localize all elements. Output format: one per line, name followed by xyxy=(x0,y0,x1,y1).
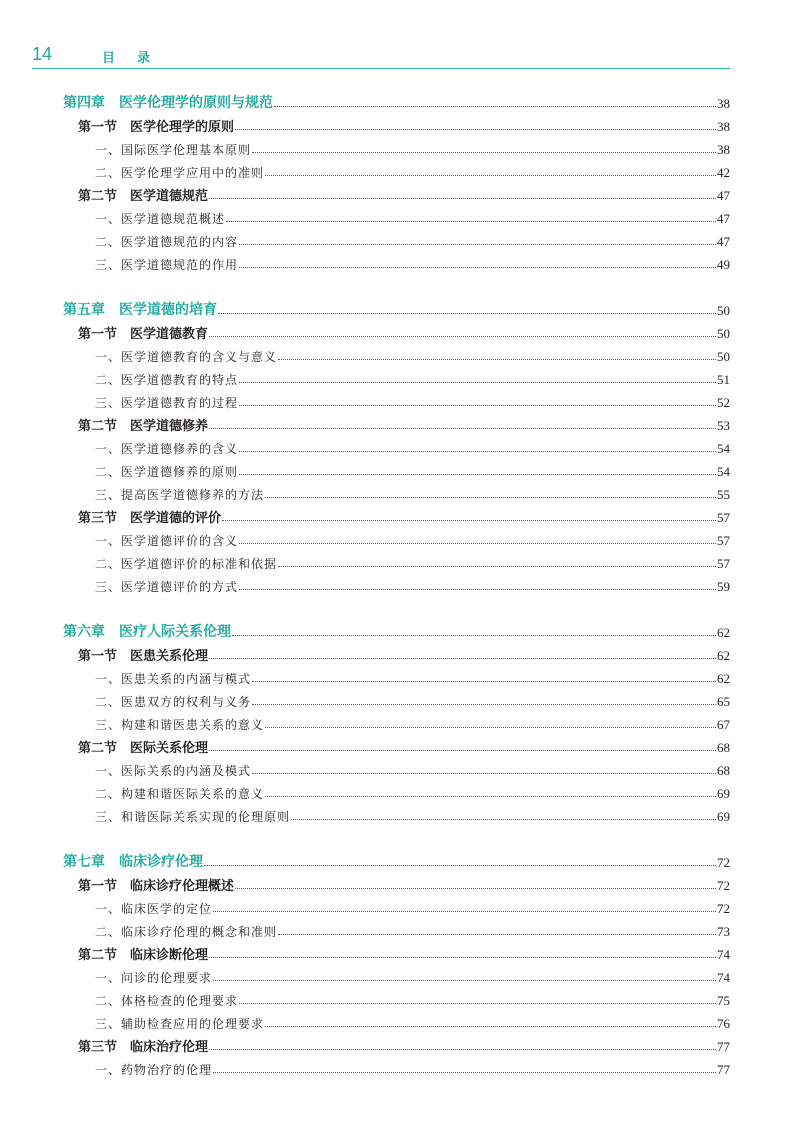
toc-entry-title: 一、医学道德教育的含义与意义 xyxy=(95,350,278,364)
toc-entry-title: 二、医学道德教育的特点 xyxy=(95,373,239,387)
toc-entry-page: 75 xyxy=(717,993,730,1008)
dot-leader xyxy=(265,727,716,728)
toc-section-row[interactable] xyxy=(78,1035,730,1055)
toc-entry-title: 第五章 医学道德的培育 xyxy=(63,302,217,318)
toc-entry-title: 二、构建和谐医际关系的意义 xyxy=(95,787,265,801)
toc-item-row[interactable] xyxy=(95,345,730,365)
toc-entry-page: 52 xyxy=(717,395,730,410)
toc-entry-page: 54 xyxy=(717,464,730,479)
toc-entry-page: 77 xyxy=(717,1062,730,1077)
toc-item-row[interactable] xyxy=(95,690,730,710)
toc-item-row[interactable] xyxy=(95,437,730,457)
dot-leader xyxy=(239,1003,716,1004)
toc-item-row[interactable] xyxy=(95,483,730,503)
toc-entry-page: 55 xyxy=(717,487,730,502)
dot-leader xyxy=(226,221,716,222)
dot-leader xyxy=(204,865,716,866)
toc-entry-title: 三、和谐医际关系实现的伦理原则 xyxy=(95,810,291,824)
toc-entry-page: 57 xyxy=(717,533,730,548)
toc-item-row[interactable] xyxy=(95,230,730,250)
dot-leader xyxy=(239,543,716,544)
toc-item-row[interactable] xyxy=(95,1058,730,1078)
toc-entry-title: 第二节 医学道德规范 xyxy=(78,189,209,204)
toc-item-row[interactable] xyxy=(95,460,730,480)
dot-leader xyxy=(213,1072,716,1073)
toc-section-row[interactable] xyxy=(78,414,730,434)
dot-leader xyxy=(265,796,716,797)
toc-entry-title: 一、药物治疗的伦理 xyxy=(95,1063,213,1077)
toc-entry-title: 三、医学道德评价的方式 xyxy=(95,580,239,594)
toc-entry-title: 第二节 医际关系伦理 xyxy=(78,741,209,756)
toc-entry-page: 54 xyxy=(717,441,730,456)
toc-entry-page: 47 xyxy=(717,234,730,249)
toc-entry-title: 第三节 医学道德的评价 xyxy=(78,511,222,526)
toc-item-row[interactable] xyxy=(95,897,730,917)
dot-leader xyxy=(239,382,716,383)
dot-leader xyxy=(213,911,716,912)
toc-entry-page: 76 xyxy=(717,1016,730,1031)
toc-section-row[interactable] xyxy=(78,506,730,526)
toc-entry-page: 67 xyxy=(717,717,730,732)
toc-item-row[interactable] xyxy=(95,161,730,181)
toc-entry-page: 38 xyxy=(717,96,730,111)
dot-leader xyxy=(252,773,716,774)
toc-section-row[interactable] xyxy=(78,736,730,756)
toc-item-row[interactable] xyxy=(95,805,730,825)
toc-entry-page: 53 xyxy=(717,418,730,433)
toc-item-row[interactable] xyxy=(95,667,730,687)
dot-leader xyxy=(239,405,716,406)
dot-leader xyxy=(209,336,716,337)
toc-chapter-row[interactable] xyxy=(63,621,730,641)
toc-entry-page: 73 xyxy=(717,924,730,939)
toc-entry-page: 77 xyxy=(717,1039,730,1054)
toc-entry-title: 二、体格检查的伦理要求 xyxy=(95,994,239,1008)
page-header xyxy=(32,38,730,69)
dot-leader xyxy=(239,244,716,245)
dot-leader xyxy=(218,313,716,314)
dot-leader xyxy=(291,819,716,820)
dot-leader xyxy=(232,635,716,636)
toc-entry-title: 第七章 临床诊疗伦理 xyxy=(63,854,203,870)
toc-item-row[interactable] xyxy=(95,391,730,411)
toc-item-row[interactable] xyxy=(95,920,730,940)
dot-leader xyxy=(278,359,716,360)
dot-leader xyxy=(265,1026,716,1027)
toc-entry-title: 二、临床诊疗伦理的概念和准则 xyxy=(95,925,278,939)
toc-entry-page: 69 xyxy=(717,786,730,801)
toc-entry-page: 51 xyxy=(717,372,730,387)
toc-section-row[interactable] xyxy=(78,322,730,342)
dot-leader xyxy=(252,704,716,705)
toc-entry-title: 第四章 医学伦理学的原则与规范 xyxy=(63,95,273,111)
dot-leader xyxy=(252,681,716,682)
toc-chapter-row[interactable] xyxy=(63,851,730,871)
dot-leader xyxy=(239,589,716,590)
toc-entry-page: 47 xyxy=(717,188,730,203)
toc-chapter-row[interactable] xyxy=(63,92,730,112)
toc-entry-title: 三、医学道德教育的过程 xyxy=(95,396,239,410)
toc-entry-title: 二、医学伦理学应用中的准则 xyxy=(95,166,265,180)
toc-entry-page: 49 xyxy=(717,257,730,272)
toc-item-row[interactable] xyxy=(95,989,730,1009)
toc-entry-page: 42 xyxy=(717,165,730,180)
toc-item-row[interactable] xyxy=(95,713,730,733)
toc-entry-page: 74 xyxy=(717,970,730,985)
dot-leader xyxy=(209,658,716,659)
dot-leader xyxy=(209,428,716,429)
dot-leader xyxy=(209,957,716,958)
toc-entry-title: 三、提高医学道德修养的方法 xyxy=(95,488,265,502)
toc-entry-title: 第一节 医患关系伦理 xyxy=(78,649,209,664)
dot-leader xyxy=(239,474,716,475)
dot-leader xyxy=(239,267,716,268)
toc-chapter-row[interactable] xyxy=(63,299,730,319)
toc-item-row[interactable] xyxy=(95,368,730,388)
toc-entry-title: 二、医学道德规范的内容 xyxy=(95,235,239,249)
toc-entry-page: 50 xyxy=(717,349,730,364)
toc-entry-title: 第六章 医疗人际关系伦理 xyxy=(63,624,231,640)
toc-item-row[interactable] xyxy=(95,138,730,158)
toc-entry-page: 62 xyxy=(717,671,730,686)
dot-leader xyxy=(265,497,716,498)
toc-entry-page: 38 xyxy=(717,142,730,157)
toc-section-row[interactable] xyxy=(78,943,730,963)
toc-entry-page: 57 xyxy=(717,510,730,525)
toc-item-row[interactable] xyxy=(95,759,730,779)
toc-entry-title: 一、医学道德规范概述 xyxy=(95,212,226,226)
toc-entry-page: 72 xyxy=(717,901,730,916)
toc-entry-page: 74 xyxy=(717,947,730,962)
dot-leader xyxy=(265,175,716,176)
toc-entry-page: 62 xyxy=(717,648,730,663)
toc-entry-page: 68 xyxy=(717,763,730,778)
toc-entry-title: 第一节 医学伦理学的原则 xyxy=(78,120,235,135)
toc-entry-page: 62 xyxy=(717,625,730,640)
dot-leader xyxy=(274,106,716,107)
toc-item-row[interactable] xyxy=(95,575,730,595)
toc-entry-title: 二、医学道德评价的标准和依据 xyxy=(95,557,278,571)
toc-item-row[interactable] xyxy=(95,966,730,986)
toc-entry-title: 第一节 临床诊疗伦理概述 xyxy=(78,879,235,894)
toc-entry-page: 59 xyxy=(717,579,730,594)
dot-leader xyxy=(209,1049,716,1050)
toc-section-row[interactable] xyxy=(78,184,730,204)
toc-section-row[interactable] xyxy=(78,644,730,664)
dot-leader xyxy=(222,520,716,521)
toc-entry-page: 65 xyxy=(717,694,730,709)
toc-item-row[interactable] xyxy=(95,552,730,572)
toc-entry-title: 三、医学道德规范的作用 xyxy=(95,258,239,272)
dot-leader xyxy=(209,750,716,751)
toc-entry-page: 47 xyxy=(717,211,730,226)
toc-entry-page: 38 xyxy=(717,119,730,134)
toc-entry-page: 72 xyxy=(717,878,730,893)
toc-entry-title: 第二节 临床诊断伦理 xyxy=(78,948,209,963)
dot-leader xyxy=(213,980,716,981)
dot-leader xyxy=(278,566,716,567)
toc-entry-title: 三、辅助检查应用的伦理要求 xyxy=(95,1017,265,1031)
toc-entry-title: 第一节 医学道德教育 xyxy=(78,327,209,342)
page-number: 14 xyxy=(32,44,53,64)
toc-entry-title: 二、医患双方的权利与义务 xyxy=(95,695,252,709)
toc-item-row[interactable] xyxy=(95,782,730,802)
toc-entry-page: 68 xyxy=(717,740,730,755)
toc-entry-title: 一、问诊的伦理要求 xyxy=(95,971,213,985)
toc-entry-title: 三、构建和谐医患关系的意义 xyxy=(95,718,265,732)
toc-entry-page: 69 xyxy=(717,809,730,824)
dot-leader xyxy=(235,129,716,130)
toc-section-row[interactable] xyxy=(78,115,730,135)
toc-item-row[interactable] xyxy=(95,1012,730,1032)
toc-entry-page: 50 xyxy=(717,326,730,341)
dot-leader xyxy=(252,152,716,153)
dot-leader xyxy=(239,451,716,452)
dot-leader xyxy=(278,934,716,935)
toc-entry-title: 一、医患关系的内涵与模式 xyxy=(95,672,252,686)
toc-item-row[interactable] xyxy=(95,529,730,549)
dot-leader xyxy=(209,198,716,199)
toc-entry-title: 一、医学道德修养的含义 xyxy=(95,442,239,456)
toc-item-row[interactable] xyxy=(95,207,730,227)
toc-entry-title: 一、医学道德评价的含义 xyxy=(95,534,239,548)
toc-entry-title: 一、临床医学的定位 xyxy=(95,902,213,916)
toc-entry-title: 第三节 临床治疗伦理 xyxy=(78,1040,209,1055)
toc-entry-title: 二、医学道德修养的原则 xyxy=(95,465,239,479)
toc-entry-page: 50 xyxy=(717,303,730,318)
toc-entry-page: 72 xyxy=(717,855,730,870)
header-title: 目录 xyxy=(102,51,173,66)
toc-section-row[interactable] xyxy=(78,874,730,894)
toc-entry-page: 57 xyxy=(717,556,730,571)
toc-entry-title: 一、国际医学伦理基本原则 xyxy=(95,143,252,157)
toc-entry-title: 一、医际关系的内涵及模式 xyxy=(95,764,252,778)
toc-item-row[interactable] xyxy=(95,253,730,273)
dot-leader xyxy=(235,888,716,889)
toc-entry-title: 第二节 医学道德修养 xyxy=(78,419,209,434)
